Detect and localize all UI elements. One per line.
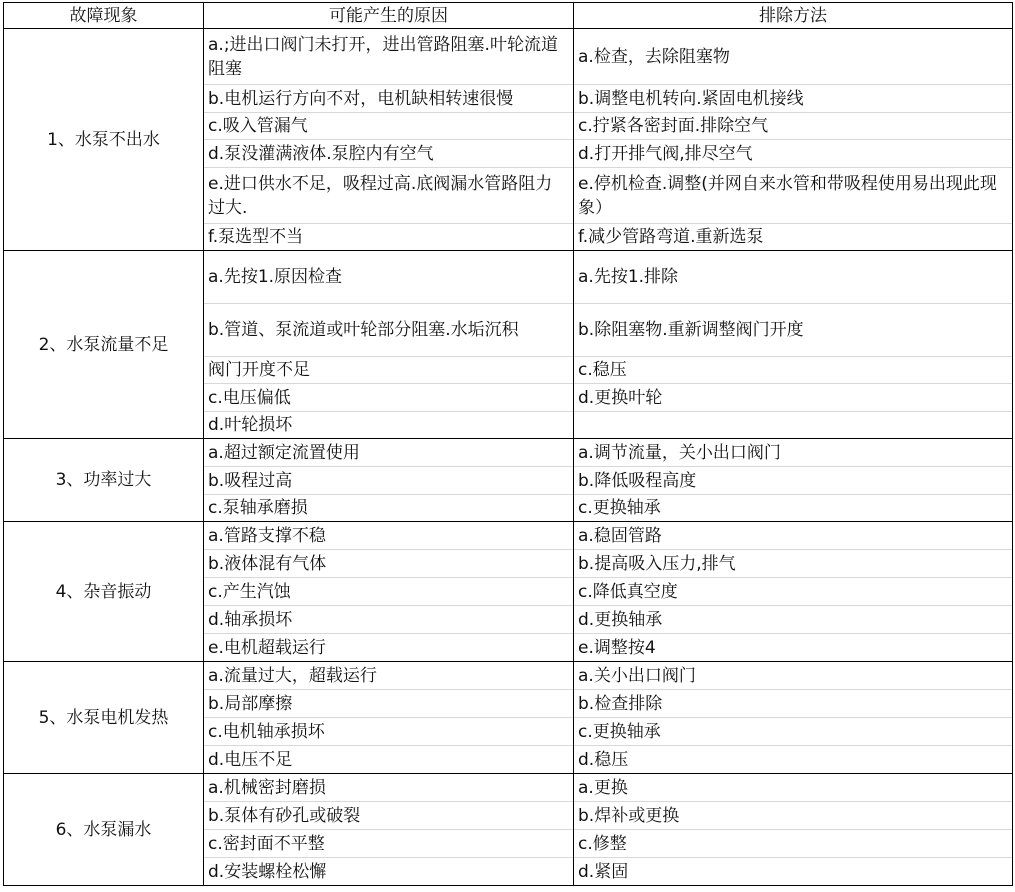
cause-cell: b.电机运行方向不对，电机缺相转速很慢 [204, 85, 574, 113]
symptom-cell: 3、功率过大 [4, 439, 204, 522]
cause-cell: b.吸程过高 [204, 467, 574, 495]
table-row [4, 251, 1013, 304]
cause-cell: a.流量过大，超载运行 [204, 662, 574, 690]
remedy-cell: e.停机检查.调整(并网自来水管和带吸程使用易出现此现象） [574, 168, 1013, 224]
cause-cell: f.泵选型不当 [204, 224, 574, 251]
remedy-cell: b.焊补或更换 [574, 802, 1013, 830]
cause-cell: b.局部摩擦 [204, 690, 574, 718]
cause-cell: a.;进出口阀门未打开，进出管路阻塞.叶轮流道阻塞 [204, 29, 574, 85]
troubleshooting-table [3, 2, 1013, 886]
remedy-cell: c.更换轴承 [574, 718, 1013, 746]
troubleshooting-sheet [3, 2, 1012, 886]
remedy-cell: a.关小出口阀门 [574, 662, 1013, 690]
cause-cell: d.安装螺栓松懈 [204, 858, 574, 886]
remedy-cell: b.降低吸程高度 [574, 467, 1013, 495]
remedy-cell [574, 412, 1013, 439]
remedy-cell: b.除阻塞物.重新调整阀门开度 [574, 304, 1013, 357]
remedy-cell: b.检查排除 [574, 690, 1013, 718]
symptom-cell: 6、水泵漏水 [4, 774, 204, 886]
cause-cell: a.管路支撑不稳 [204, 522, 574, 550]
remedy-cell: c.拧紧各密封面.排除空气 [574, 113, 1013, 140]
remedy-cell: c.修整 [574, 830, 1013, 858]
cause-cell: d.轴承损坏 [204, 606, 574, 634]
remedy-cell: c.更换轴承 [574, 495, 1013, 522]
table-row [4, 522, 1013, 550]
remedy-cell: e.调整按4 [574, 634, 1013, 662]
cause-cell: c.产生汽蚀 [204, 578, 574, 606]
remedy-cell: f.减少管路弯道.重新选泵 [574, 224, 1013, 251]
remedy-cell: a.先按1.排除 [574, 251, 1013, 304]
cause-cell: e.电机超载运行 [204, 634, 574, 662]
cause-cell: c.吸入管漏气 [204, 113, 574, 140]
cause-cell: a.机械密封磨损 [204, 774, 574, 802]
header-symptom: 故障现象 [4, 3, 204, 29]
remedy-cell: a.检查，去除阻塞物 [574, 29, 1013, 85]
cause-cell: a.超过额定流置使用 [204, 439, 574, 467]
cause-cell: d.叶轮损坏 [204, 412, 574, 439]
cause-cell: 阀门开度不足 [204, 357, 574, 384]
header-cause: 可能产生的原因 [204, 3, 574, 29]
table-row [4, 662, 1013, 690]
remedy-cell: a.调节流量，关小出口阀门 [574, 439, 1013, 467]
table-row [4, 29, 1013, 85]
table-body [4, 29, 1013, 886]
cause-cell: b.管道、泵流道或叶轮部分阻塞.水垢沉积 [204, 304, 574, 357]
remedy-cell: d.更换轴承 [574, 606, 1013, 634]
remedy-cell: c.降低真空度 [574, 578, 1013, 606]
remedy-cell: d.紧固 [574, 858, 1013, 886]
symptom-cell: 5、水泵电机发热 [4, 662, 204, 774]
remedy-cell: b.调整电机转向.紧固电机接线 [574, 85, 1013, 113]
remedy-cell: d.稳压 [574, 746, 1013, 774]
cause-cell: c.电机轴承损坏 [204, 718, 574, 746]
table-row [4, 439, 1013, 467]
cause-cell: d.泵没灌满液体.泵腔内有空气 [204, 140, 574, 168]
remedy-cell: d.打开排气阀,排尽空气 [574, 140, 1013, 168]
cause-cell: b.泵体有砂孔或破裂 [204, 802, 574, 830]
cause-cell: c.泵轴承磨损 [204, 495, 574, 522]
cause-cell: b.液体混有气体 [204, 550, 574, 578]
symptom-cell: 2、水泵流量不足 [4, 251, 204, 439]
symptom-cell: 1、水泵不出水 [4, 29, 204, 251]
cause-cell: c.电压偏低 [204, 384, 574, 412]
cause-cell: d.电压不足 [204, 746, 574, 774]
header-remedy: 排除方法 [574, 3, 1013, 29]
symptom-cell: 4、杂音振动 [4, 522, 204, 662]
header-row [4, 3, 1013, 29]
remedy-cell: c.稳压 [574, 357, 1013, 384]
cause-cell: c.密封面不平整 [204, 830, 574, 858]
cause-cell: a.先按1.原因检查 [204, 251, 574, 304]
table-row [4, 774, 1013, 802]
cause-cell: e.进口供水不足，吸程过高.底阀漏水管路阻力过大. [204, 168, 574, 224]
remedy-cell: b.提高吸入压力,排气 [574, 550, 1013, 578]
remedy-cell: a.稳固管路 [574, 522, 1013, 550]
remedy-cell: a.更换 [574, 774, 1013, 802]
remedy-cell: d.更换叶轮 [574, 384, 1013, 412]
